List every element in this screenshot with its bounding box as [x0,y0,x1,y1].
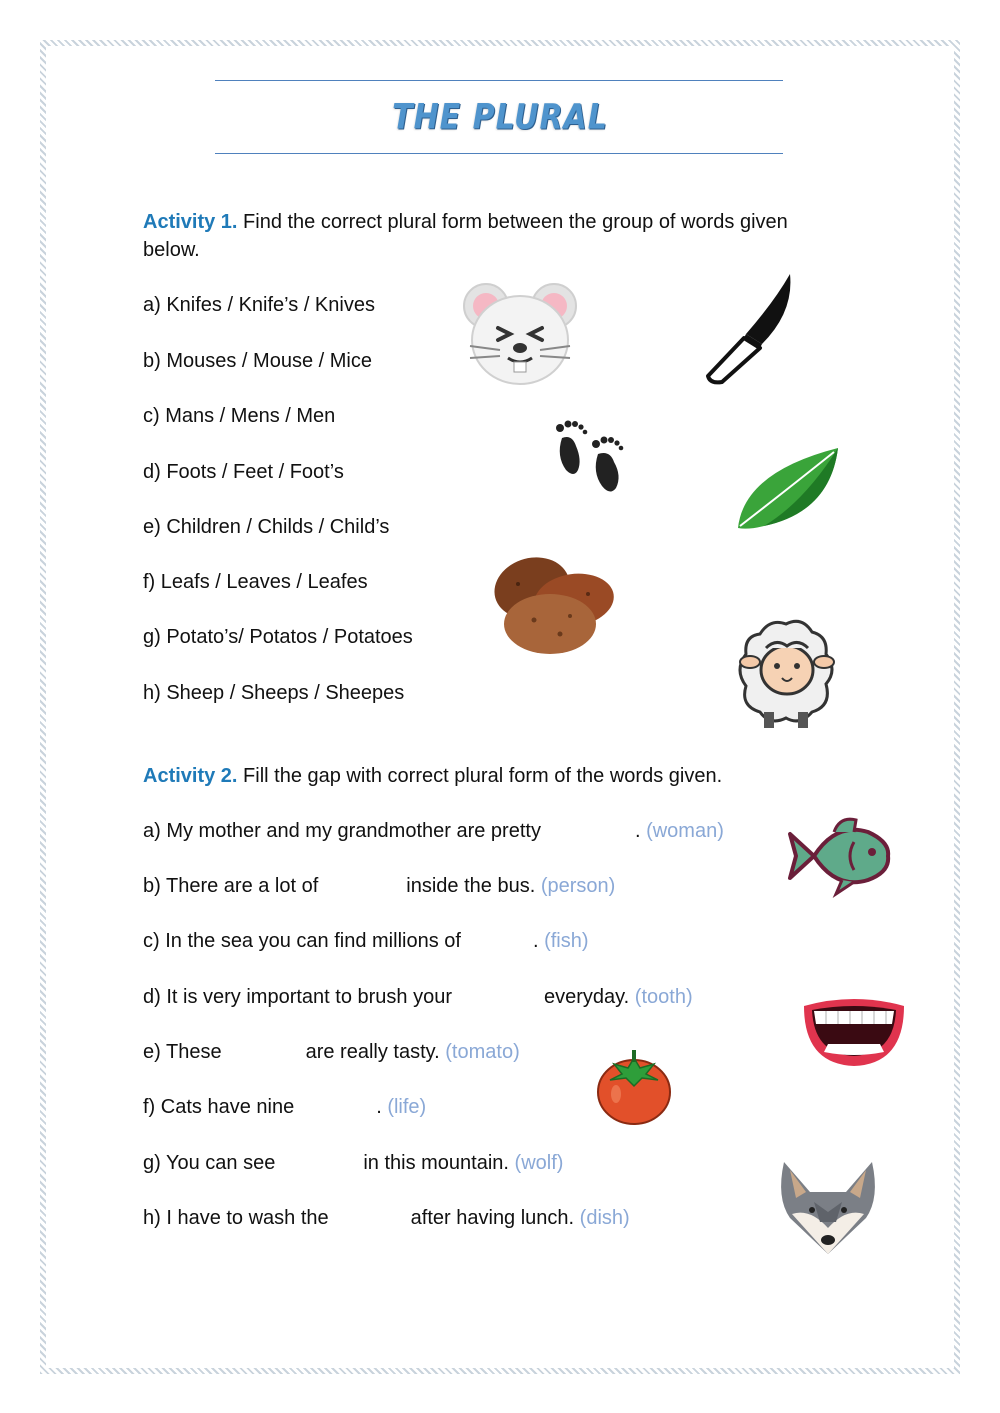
knife-icon [704,272,796,386]
title-rule-bottom [215,153,783,154]
page-title: THE PLURAL [392,97,608,138]
item-text-before: a) My mother and my grandmother are pretty [143,820,541,842]
item-hint: (fish) [544,930,589,952]
item-hint: (wolf) [514,1152,564,1174]
activity2-item-c [143,927,589,955]
footprints-icon [552,416,628,498]
item-hint: (life) [387,1096,427,1118]
wolf-icon [770,1158,886,1258]
item-text-before: e) These [143,1041,222,1063]
leaf-icon [734,442,844,534]
item-text-before: g) You can see [143,1152,276,1174]
item-text-after: are really tasty. [305,1041,446,1063]
activity2-item-g [143,1149,563,1177]
item-hint: (person) [540,875,616,897]
activity2-instruction [143,762,722,790]
item-text-after: . [376,1096,388,1118]
item-text-after: . [532,930,545,952]
item-hint: (tooth) [634,986,693,1008]
item-text-before: d) It is very important to brush your [143,986,453,1008]
activity1-instruction [143,208,788,236]
activity1-item-h: h) Sheep / Sheeps / Sheepes [143,682,405,704]
activity2-item-f [143,1093,426,1121]
activity2-item-b [143,872,615,900]
activity1-label: Activity 1. [143,211,238,233]
mouth-teeth-icon [800,994,908,1070]
activity1-item-b: b) Mouses / Mouse / Mice [143,350,372,372]
activity1-item-g: g) Potato’s/ Potatos / Potatoes [143,626,413,648]
activity1-instruction-text: Find the correct plural form between the group of words given [237,211,788,233]
activity1-item-d: d) Foots / Feet / Foot’s [143,461,344,483]
mouse-icon [460,276,580,388]
item-text-after: in this mountain. [363,1152,515,1174]
item-hint: (dish) [579,1207,630,1229]
item-hint: (tomato) [445,1041,520,1063]
activity1-item-f: f) Leafs / Leaves / Leafes [143,571,368,593]
activity1-item-e: e) Children / Childs / Child’s [143,516,390,538]
activity2-item-e [143,1038,520,1066]
activity1-instruction-cont: below. [143,239,200,261]
potatoes-icon [490,554,618,658]
activity2-item-a [143,817,724,845]
activity1-item-a: a) Knifes / Knife’s / Knives [143,294,375,316]
activity2-label: Activity 2. [143,765,238,787]
item-text-before: b) There are a lot of [143,875,319,897]
item-text-after: inside the bus. [406,875,541,897]
fish-icon [784,810,896,902]
activity2-item-d [143,983,693,1011]
activity2-instruction-text: Fill the gap with correct plural form of the words given. [237,765,723,787]
item-text-before: c) In the sea you can find millions of [143,930,461,952]
item-text-after: after having lunch. [410,1207,580,1229]
activity2-item-h [143,1204,630,1232]
activity1-item-c: c) Mans / Mens / Men [143,405,336,427]
tomato-icon [592,1044,676,1128]
item-text-after: . [634,820,647,842]
item-text-before: f) Cats have nine [143,1096,295,1118]
item-hint: (woman) [646,820,724,842]
title-rule-top [215,80,783,81]
sheep-icon [730,614,844,732]
item-text-after: everyday. [544,986,635,1008]
item-text-before: h) I have to wash the [143,1207,329,1229]
